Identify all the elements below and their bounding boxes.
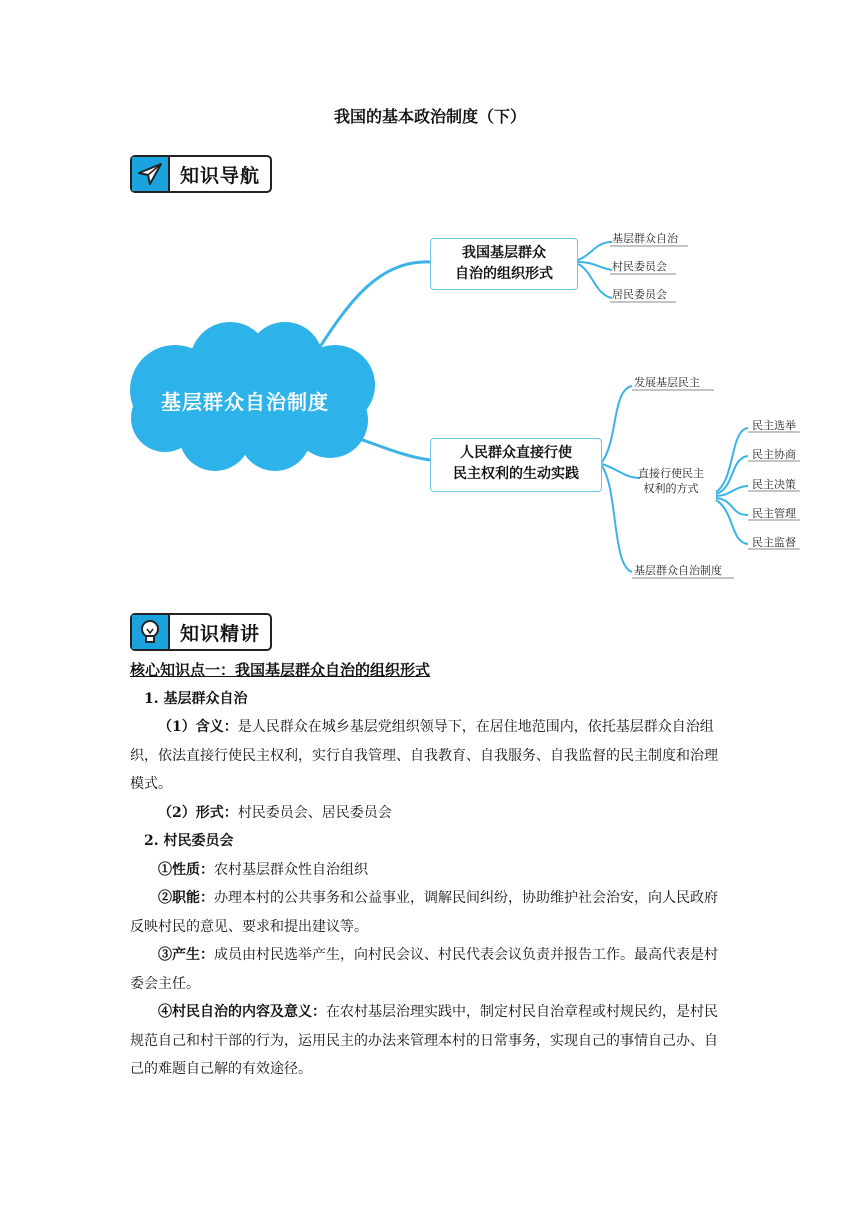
lecture-content [130, 656, 730, 1084]
item-2-content-significance [130, 998, 730, 1084]
section-badge-lecture [130, 613, 272, 651]
item-1-p2-label: （2）形式： [158, 804, 238, 821]
item-1-paragraph-2 [130, 799, 730, 828]
leaf-minzhu-xuanju: 民主选举 [752, 419, 796, 432]
item-2-d-label: ④村民自治的内容及意义： [158, 1004, 326, 1020]
item-2-a-label: ①性质： [158, 861, 214, 878]
item-2-b-text: 办理本村的公共事务和公益事业，调解民间纠纷，协助维护社会治安，向人民政府反映村民的意见、要求和提出建议等。 [130, 890, 718, 935]
leaf-direct-methods-line-2: 权利的方式 [643, 482, 699, 495]
item-1-title: 1. 基层群众自治 [144, 690, 248, 707]
leaf-minzhu-xieshang: 民主协商 [752, 448, 796, 461]
leaf-direct-methods [638, 466, 704, 496]
mind-map-branch-2 [430, 438, 602, 492]
item-2-title: 2. 村民委员会 [144, 833, 234, 849]
mind-map-branch-1 [430, 238, 578, 290]
item-2-nature [130, 856, 730, 885]
leaf-minzhu-guanli: 民主管理 [752, 507, 796, 520]
item-2-c-label: ③产生： [158, 947, 214, 963]
leaf-minzhu-jiandu: 民主监督 [752, 536, 796, 549]
item-2-a-text: 农村基层群众性自治组织 [214, 861, 368, 878]
leaf-direct-methods-line-1: 直接行使民主 [638, 467, 704, 480]
leaf-jumin-weiyuanhui: 居民委员会 [612, 288, 667, 301]
mind-map-connectors [0, 0, 860, 600]
item-2-c-text: 成员由村民选举产生，向村民会议、村民代表会议负责并报告工作。最高代表是村委会主任。 [130, 947, 718, 992]
leaf-jiceng-qunzhong-zizhi: 基层群众自治 [612, 232, 678, 245]
leaf-cunmin-weiyuanhui: 村民委员会 [612, 260, 667, 273]
leaf-jiceng-zizhi-zhidu: 基层群众自治制度 [634, 564, 722, 577]
item-2-d-text: 在农村基层治理实践中，制定村民自治章程或村规民约，是村民规范自己和村干部的行为，运用民主的办法来管理本村的日常事务，实现自己的事情自己办、自己的难题自己解的有效途径。 [130, 1004, 718, 1077]
branch-1-line-2: 自治的组织形式 [455, 266, 553, 282]
item-1-p1-text: 是人民群众在城乡基层党组织领导下，在居住地范围内，依托基层群众自治组织，依法直接行使民主权利，实行自我管理、自我教育、自我服务、自我监督的民主制度和治理模式。 [130, 719, 718, 792]
item-1-p2-text: 村民委员会、居民委员会 [237, 804, 392, 821]
branch-2-line-2: 民主权利的生动实践 [453, 466, 579, 482]
page-title: 我国的基本政治制度（下） [333, 107, 526, 126]
item-2-b-label: ②职能： [158, 890, 214, 906]
section-heading: 核心知识点一：我国基层群众自治的组织形式 [130, 661, 431, 679]
item-2-formation [130, 941, 730, 998]
badge-label: 知识精讲 [179, 622, 260, 645]
badge-label: 知识导航 [179, 164, 260, 187]
item-1-paragraph-1 [130, 713, 730, 799]
branch-1-line-1: 我国基层群众 [462, 245, 546, 261]
item-2-functions [130, 884, 730, 941]
leaf-fazhan-jiceng-minzhu: 发展基层民主 [634, 376, 700, 389]
lightbulb-icon [132, 615, 170, 649]
mind-map-center: 基层群众自治制度 [161, 390, 329, 414]
branch-2-line-1: 人民群众直接行使 [460, 445, 572, 461]
leaf-minzhu-juece: 民主决策 [752, 478, 796, 491]
item-1-p1-label: （1）含义： [158, 719, 238, 735]
